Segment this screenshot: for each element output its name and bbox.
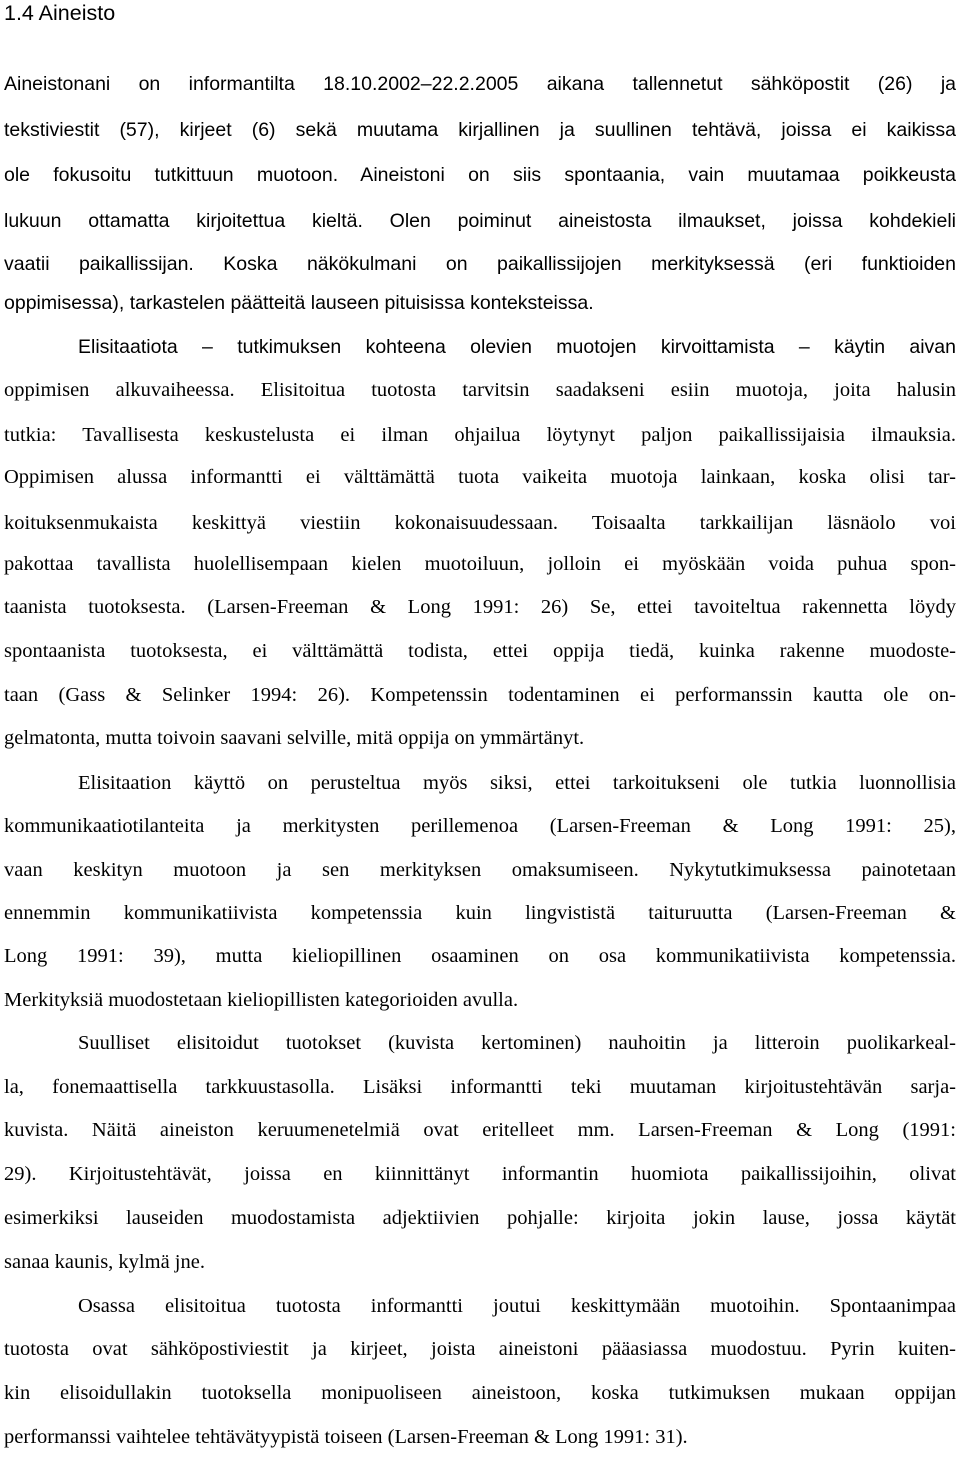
text-line: 29). Kirjoitustehtävät, joissa en kiinnittänyt informantin huomiota paikallissijoihin, olivat <box>4 1163 956 1185</box>
text-line: tekstiviestit (57), kirjeet (6) sekä muutama kirjallinen ja suullinen tehtävä, joissa ei kaikissa <box>4 119 956 141</box>
text-line: Aineistonani on informantilta 18.10.2002–22.2.2005 aikana tallennetut sähköpostit (26) ja <box>4 73 956 95</box>
text-line: sanaa kaunis, kylmä jne. <box>4 1251 205 1273</box>
text-line: Elisitaatiota – tutkimuksen kohteena olevien muotojen kirvoittamista – käytin aivan <box>78 336 956 358</box>
section-heading: 1.4 Aineisto <box>4 1 116 25</box>
text-line: esimerkiksi lauseiden muodostamista adjektiivien pohjalle: kirjoita jokin lause, jossa käytät <box>4 1207 956 1229</box>
text-line: vaan keskityn muotoon ja sen merkityksen omaksumiseen. Nykytutkimuksessa painotetaan <box>4 859 956 881</box>
text-line: oppimisen alkuvaiheessa. Elisitoitua tuotosta tarvitsin saadakseni esiin muotoja, joita halusin <box>4 379 956 401</box>
text-line: Merkityksiä muodostetaan kieliopillisten kategorioiden avulla. <box>4 989 519 1011</box>
text-line: spontaanista tuotoksesta, ei välttämättä todista, ettei oppija tiedä, kuinka rakenne muodoste- <box>4 640 956 662</box>
text-line: Suulliset elisitoidut tuotokset (kuvista kertominen) nauhoitin ja litteroin puolikarkeal- <box>78 1032 956 1054</box>
text-line: lukuun ottamatta kirjoitettua kieltä. Olen poiminut aineistosta ilmaukset, joissa kohdekieli <box>4 210 956 232</box>
text-line: taanista tuotoksesta. (Larsen-Freeman & Long 1991: 26) Se, ettei tavoiteltua rakennetta löydy <box>4 596 956 618</box>
text-line: tutkia: Tavallisesta keskustelusta ei ilman ohjailua löytynyt paljon paikallissijaisia ilmauksia. <box>4 424 956 446</box>
text-line: taan (Gass & Selinker 1994: 26). Kompetenssin todentaminen ei performanssin kautta ole on- <box>4 684 956 706</box>
text-line: kommunikaatiotilanteita ja merkitysten perillemenoa (Larsen-Freeman & Long 1991: 25), <box>4 815 956 837</box>
text-line: vaatii paikallissijan. Koska näkökulmani on paikallissijojen merkityksessä (eri funktioiden <box>4 253 956 275</box>
text-line: ennemmin kommunikatiivista kompetenssia kuin lingvististä taituruutta (Larsen-Freeman & <box>4 902 956 924</box>
text-line: tuotosta ovat sähköpostiviestit ja kirjeet, joista aineistoni pääasiassa muodostuu. Pyrin kuiten- <box>4 1338 956 1360</box>
text-line: Long 1991: 39), mutta kieliopillinen osaaminen on osa kommunikatiivista kompetenssia. <box>4 945 956 967</box>
text-line: Elisitaation käyttö on perusteltua myös siksi, ettei tarkoitukseni ole tutkia luonnollisia <box>78 772 956 794</box>
text-line: koituksenmukaista keskittyä viestiin kokonaisuudessaan. Toisaalta tarkkailijan läsnäolo voi <box>4 512 956 534</box>
text-line: kuvista. Näitä aineiston keruumenetelmiä ovat eritelleet mm. Larsen-Freeman & Long (1991: <box>4 1119 956 1141</box>
text-line: la, fonemaattisella tarkkuustasolla. Lisäksi informantti teki muutaman kirjoitustehtävän sarja- <box>4 1076 956 1098</box>
text-line: ole fokusoitu tutkittuun muotoon. Aineistoni on siis spontaania, vain muutamaa poikkeusta <box>4 164 956 186</box>
text-line: pakottaa tavallista huolellisempaan kielen muotoiluun, jolloin ei myöskään voida puhua spon- <box>4 553 956 575</box>
text-line: oppimisessa), tarkastelen päätteitä lauseen pituisissa konteksteissa. <box>4 292 594 314</box>
text-line: Osassa elisitoitua tuotosta informantti joutui keskittymään muotoihin. Spontaanimpaa <box>78 1295 956 1317</box>
text-line: Oppimisen alussa informantti ei välttämättä tuota vaikeita muotoja lainkaan, koska olisi tar- <box>4 466 956 488</box>
text-line: gelmatonta, mutta toivoin saavani selville, mitä oppija on ymmärtänyt. <box>4 727 585 749</box>
text-line: kin elisoidullakin tuotoksella monipuoliseen aineistoon, koska tutkimuksen mukaan oppijan <box>4 1382 956 1404</box>
text-line: performanssi vaihtelee tehtävätyypistä toiseen (Larsen-Freeman & Long 1991: 31). <box>4 1426 688 1448</box>
